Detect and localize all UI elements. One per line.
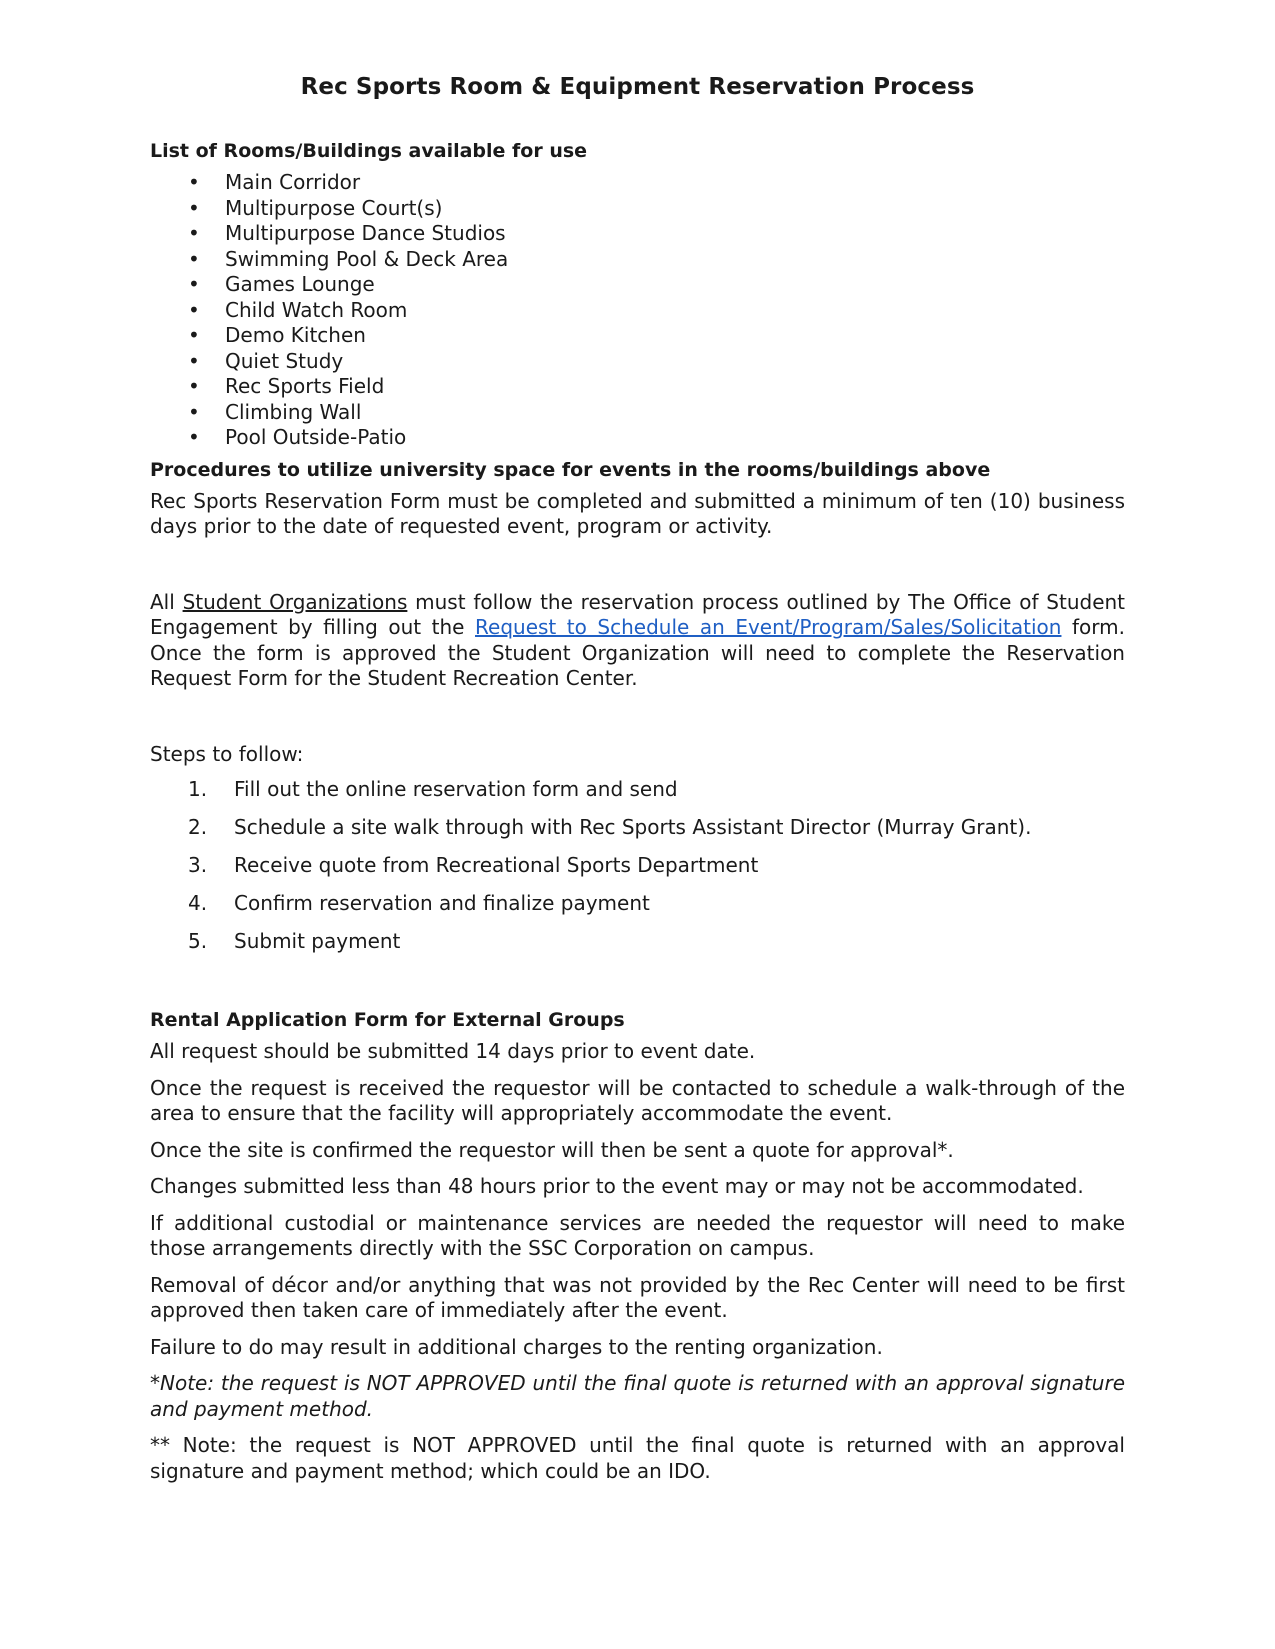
list-item bbox=[150, 272, 1125, 298]
bullet: • bbox=[188, 323, 200, 347]
step-number: 4. bbox=[188, 891, 208, 915]
room-name: Games Lounge bbox=[225, 272, 375, 296]
steps-list bbox=[150, 777, 1125, 955]
procedures-heading: Procedures to utilize university space for events in the rooms/buildings above bbox=[150, 458, 991, 481]
rental-paragraph: If additional custodial or maintenance services are needed the requestor will need to make those arrangements directly with the SSC Corporation on campus. bbox=[150, 1210, 1125, 1260]
room-name: Quiet Study bbox=[225, 348, 344, 373]
list-item bbox=[150, 853, 1125, 879]
text-run: All bbox=[150, 589, 183, 614]
procedures-paragraph: Rec Sports Reservation Form must be completed and submitted a minimum of ten (10) business days prior to the date of requested event, program or activity. bbox=[150, 488, 1125, 538]
list-item bbox=[150, 298, 1125, 324]
list-item bbox=[150, 221, 1125, 247]
step-text: Receive quote from Recreational Sports Department bbox=[234, 853, 759, 877]
rental-heading: Rental Application Form for External Groups bbox=[150, 1009, 625, 1031]
step-text: Fill out the online reservation form and send bbox=[234, 777, 678, 801]
list-item bbox=[150, 247, 1125, 273]
bullet: • bbox=[188, 246, 200, 271]
bullet: • bbox=[188, 348, 200, 373]
step-text: Submit payment bbox=[234, 929, 401, 953]
approval-note: ** Note: the request is NOT APPROVED until the final quote is returned with an approval signature and payment method; which could be an IDO. bbox=[150, 1433, 1125, 1483]
bullet: • bbox=[188, 221, 200, 245]
student-organizations-text: Student Organizations bbox=[182, 589, 408, 614]
page-title: Rec Sports Room & Equipment Reservation Process bbox=[300, 74, 975, 100]
room-name: Climbing Wall bbox=[225, 399, 362, 424]
text-run: form. Once the form is approved the Student Organization will need to complete the Reservation Request Form for the Student Recreation Center. bbox=[150, 615, 1125, 690]
step-number: 5. bbox=[188, 929, 208, 953]
list-item bbox=[150, 323, 1125, 349]
rental-paragraph: Failure to do may result in additional charges to the renting organization. bbox=[150, 1334, 883, 1359]
list-item bbox=[150, 815, 1125, 841]
list-item bbox=[150, 929, 1125, 955]
approval-note-italic: *Note: the request is NOT APPROVED until the final quote is returned with an approval signature and payment method. bbox=[150, 1371, 1125, 1421]
list-item bbox=[150, 196, 1125, 222]
student-org-paragraph bbox=[150, 590, 1125, 692]
room-name: Pool Outside-Patio bbox=[225, 425, 407, 449]
rental-paragraph: Once the request is received the requestor will be contacted to schedule a walk-through of the area to ensure that the facility will appropriately accommodate the event. bbox=[150, 1075, 1125, 1125]
rental-section bbox=[150, 1009, 1125, 1484]
list-item bbox=[150, 349, 1125, 375]
bullet: • bbox=[188, 297, 200, 322]
step-text: Confirm reservation and finalize payment bbox=[234, 891, 650, 915]
list-item bbox=[150, 777, 1125, 803]
rental-paragraph: All request should be submitted 14 days prior to event date. bbox=[150, 1039, 756, 1063]
room-name: Rec Sports Field bbox=[225, 374, 385, 398]
bullet: • bbox=[188, 195, 200, 220]
list-item bbox=[150, 170, 1125, 196]
rental-paragraph: Removal of décor and/or anything that was not provided by the Rec Center will need to be first approved then taken care of immediately after the event. bbox=[150, 1272, 1125, 1322]
list-item bbox=[150, 425, 1125, 451]
bullet: • bbox=[188, 399, 200, 424]
list-item bbox=[150, 400, 1125, 426]
bullet: • bbox=[188, 170, 200, 194]
room-name: Demo Kitchen bbox=[225, 323, 366, 347]
rooms-list bbox=[150, 170, 1125, 451]
room-name: Main Corridor bbox=[225, 170, 361, 194]
rooms-heading: List of Rooms/Buildings available for use bbox=[150, 140, 588, 162]
step-number: 1. bbox=[188, 777, 208, 801]
list-item bbox=[150, 891, 1125, 917]
step-number: 2. bbox=[188, 815, 208, 839]
bullet: • bbox=[188, 374, 200, 398]
rental-paragraph: Changes submitted less than 48 hours prior to the event may or may not be accommodated. bbox=[150, 1174, 1084, 1198]
room-name: Multipurpose Court(s) bbox=[225, 195, 443, 220]
text-run: must follow the reservation process outlined by The Office of Student Engagement by filling out the bbox=[150, 589, 1126, 639]
room-name: Swimming Pool & Deck Area bbox=[225, 246, 509, 271]
list-item bbox=[150, 374, 1125, 400]
bullet: • bbox=[188, 272, 200, 296]
steps-intro: Steps to follow: bbox=[150, 741, 304, 766]
room-name: Multipurpose Dance Studios bbox=[225, 221, 506, 245]
request-to-schedule-link[interactable]: Request to Schedule an Event/Program/Sales/Solicitation bbox=[475, 615, 1062, 639]
room-name: Child Watch Room bbox=[225, 297, 408, 322]
bullet: • bbox=[188, 425, 200, 449]
step-number: 3. bbox=[188, 853, 208, 877]
rental-paragraph: Once the site is confirmed the requestor will then be sent a quote for approval*. bbox=[150, 1137, 954, 1162]
step-text: Schedule a site walk through with Rec Sports Assistant Director (Murray Grant). bbox=[234, 815, 1032, 839]
